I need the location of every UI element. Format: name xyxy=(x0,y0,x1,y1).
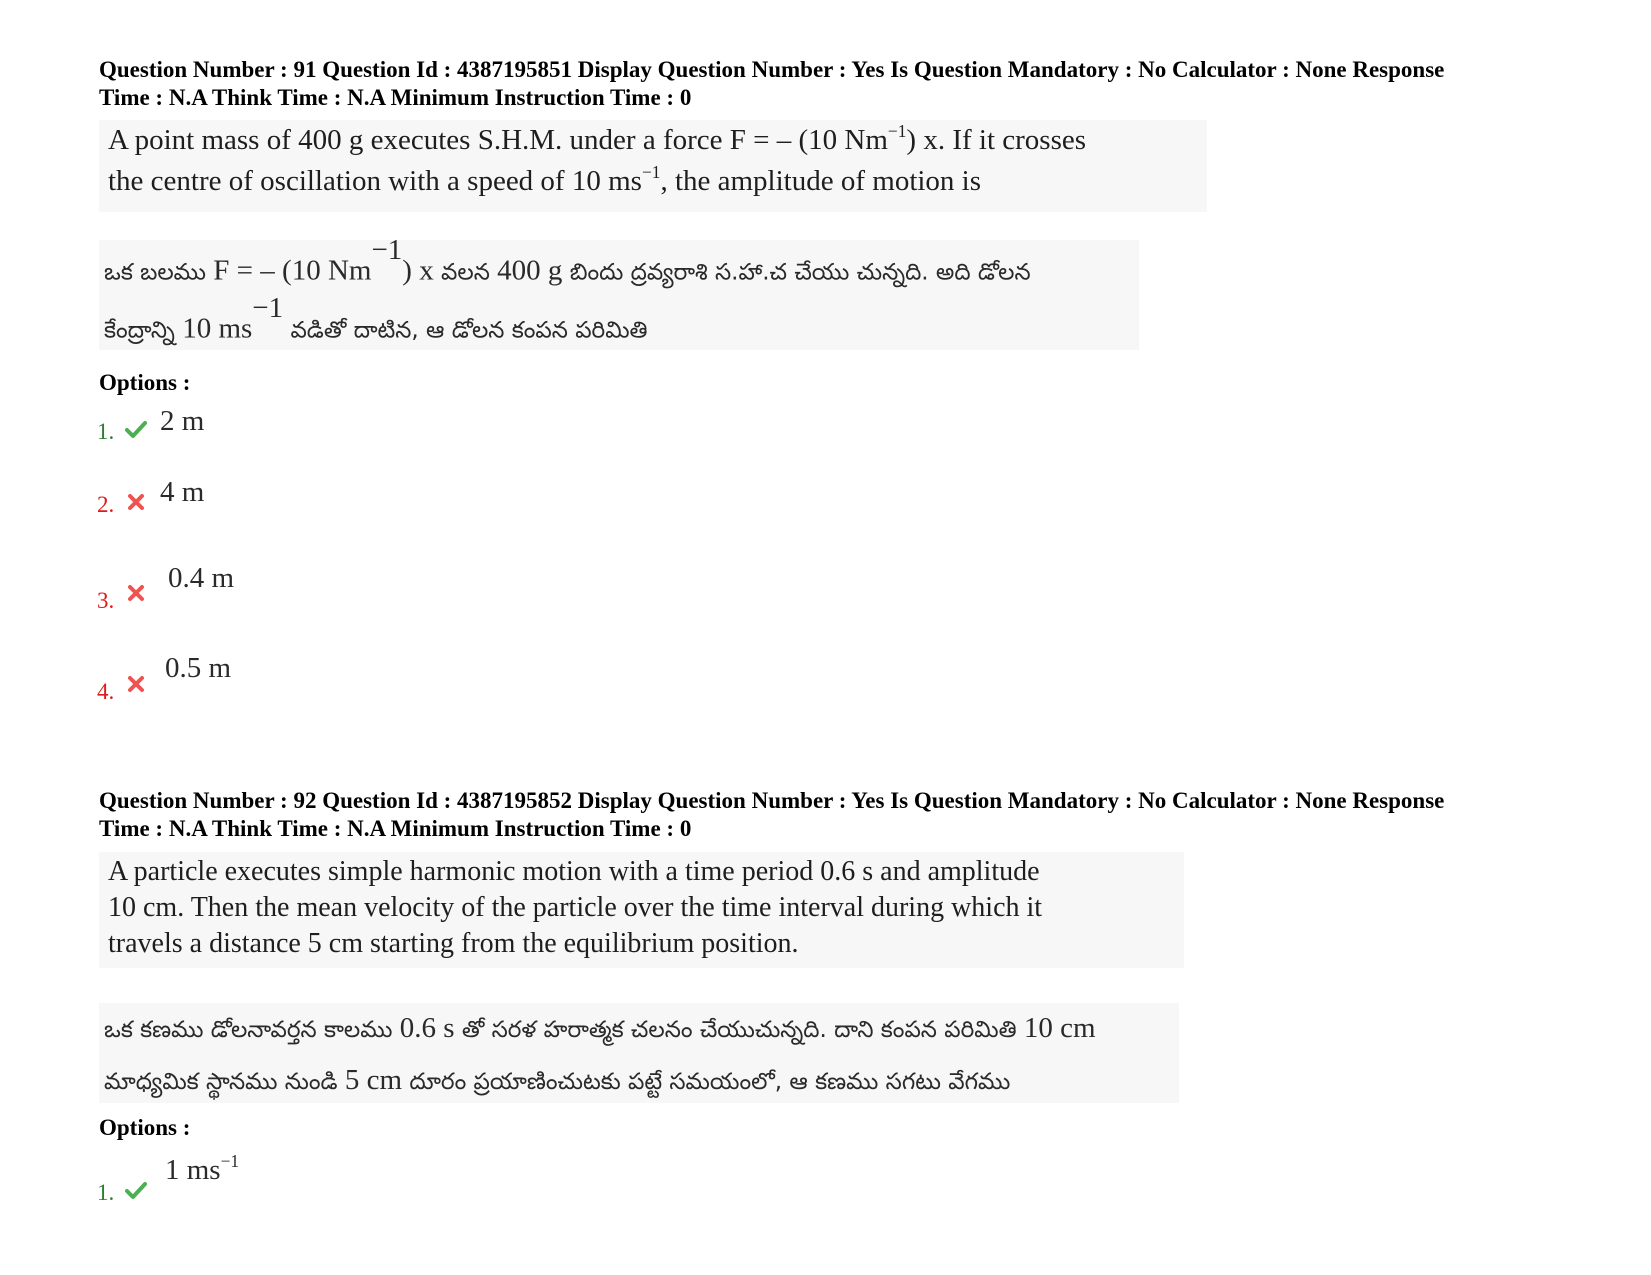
option-1[interactable] xyxy=(0,405,600,465)
question-text-english-line: 10 cm. Then the mean velocity of the particle over the time interval during which it xyxy=(108,892,1043,923)
option-1[interactable] xyxy=(0,1150,600,1210)
question-text-telugu-line: ఒక బలము F = – (10 $Nm^{-1}$) x వలన 400 g బిందు ద్రవ్యరాశి స.హా.చ చేయు చున్నది. అది డోలన xyxy=(104,234,1031,287)
option-3[interactable] xyxy=(0,562,600,625)
question-text-english-line: the centre of oscillation with a speed of 10 $ms^{-1}$, the amplitude of motion is xyxy=(108,161,982,197)
option-text: 1 $ms^{-1}$ xyxy=(165,1150,240,1186)
options-label: Options : xyxy=(99,370,191,395)
option-text: 0.5 m xyxy=(165,652,232,684)
question-text-telugu-line: కేంద్రాన్ని 10 $ms^{-1}$ వడితో దాటిన, ఆ డోలన కంపన పరిమితి xyxy=(104,292,648,345)
options-label: Options : xyxy=(99,1115,191,1140)
option-number: 1. xyxy=(97,1180,115,1205)
question-text-telugu-line: ఒక కణము డోలనావర్తన కాలము 0.6 s తో సరళ హరాత్మక చలనం చేయుచున్నది. దాని కంపన పరిమితి 10 cm xyxy=(104,1012,1096,1044)
option-text: 4 m xyxy=(160,476,205,508)
option-4[interactable] xyxy=(0,652,600,715)
option-number: 3. xyxy=(97,588,115,613)
option-text: 0.4 m xyxy=(168,562,235,594)
cross-icon xyxy=(125,674,147,694)
option-2[interactable] xyxy=(0,478,600,538)
question-text-telugu-line: మాధ్యమిక స్థానము నుండి 5 cm దూరం ప్రయాణించుటకు పట్టే సమయంలో, ఆ కణము సగటు వేగము xyxy=(104,1064,1011,1096)
option-text: 2 m xyxy=(160,405,205,437)
option-number: 1. xyxy=(97,419,115,444)
question-text-english-line: A particle executes simple harmonic motion with a time period 0.6 s and amplitude xyxy=(108,856,1040,887)
check-icon xyxy=(125,419,147,439)
option-number: 2. xyxy=(97,492,115,517)
check-icon xyxy=(125,1180,147,1200)
cross-icon xyxy=(125,492,147,512)
question-meta-line: Time : N.A Think Time : N.A Minimum Instruction Time : 0 xyxy=(99,85,692,110)
question-meta-line: Question Number : 91 Question Id : 4387195851 Display Question Number : Yes Is Question Mandatory : No Calculator : None Response xyxy=(99,57,1445,82)
question-meta-line: Question Number : 92 Question Id : 4387195852 Display Question Number : Yes Is Question Mandatory : No Calculator : None Response xyxy=(99,788,1445,813)
question-meta xyxy=(99,787,1589,843)
question-text-english-line: travels a distance 5 cm starting from the equilibrium position. xyxy=(108,928,799,959)
question-meta xyxy=(99,56,1589,112)
cross-icon xyxy=(125,583,147,603)
question-text-english-line: A point mass of 400 g executes S.H.M. under a force F = – (10 $Nm^{-1}$) x. If it crosses xyxy=(108,120,1087,156)
option-number: 4. xyxy=(97,679,115,704)
question-meta-line: Time : N.A Think Time : N.A Minimum Instruction Time : 0 xyxy=(99,816,692,841)
